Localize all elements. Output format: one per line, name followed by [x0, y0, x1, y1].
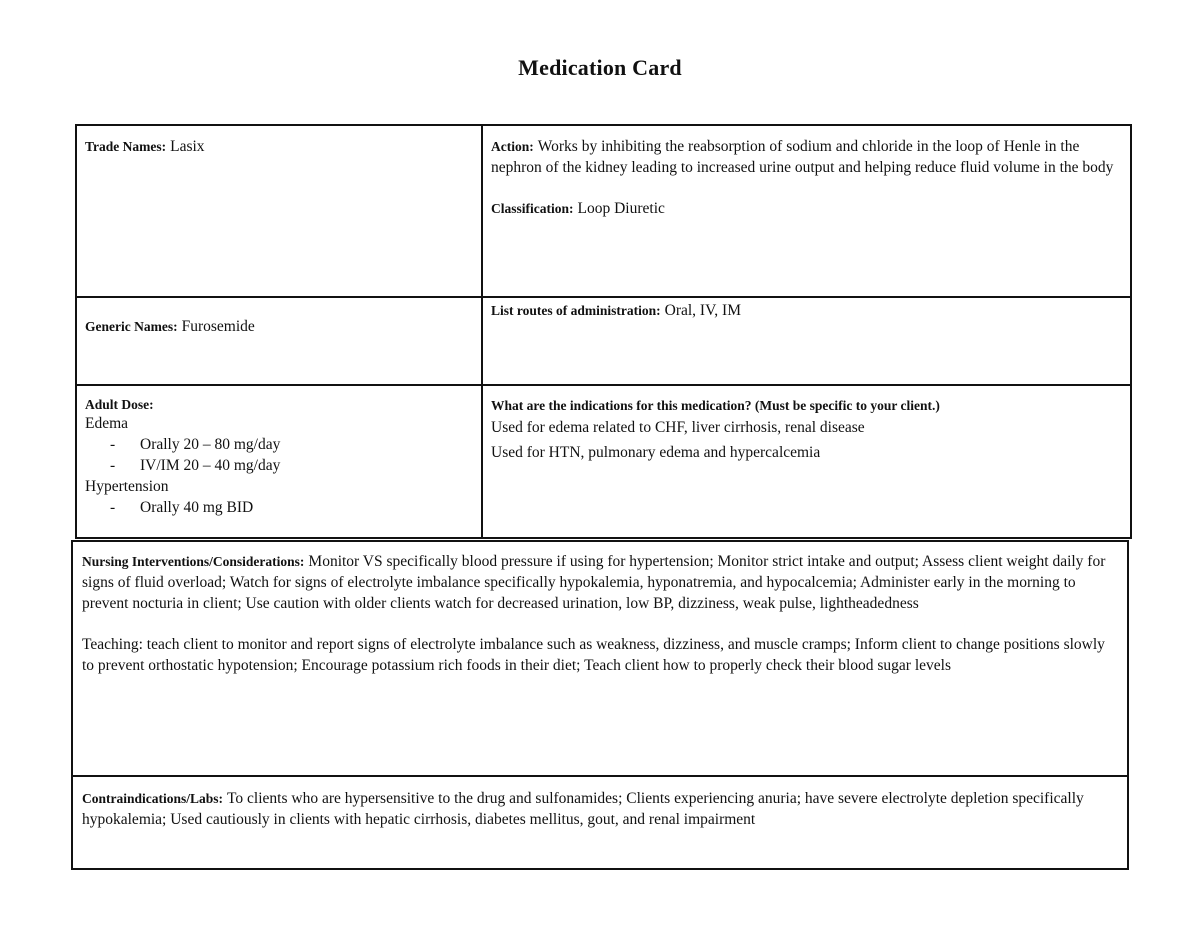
indications-label: What are the indications for this medication? (Must be specific to your client.) — [491, 398, 940, 413]
indication-line: Used for HTN, pulmonary edema and hypercalcemia — [491, 444, 821, 461]
action-cell — [483, 126, 1130, 296]
routes-label: List routes of administration: — [491, 303, 661, 318]
dose-group-hypertension: Hypertension — [85, 478, 169, 495]
nursing-label: Nursing Interventions/Considerations: — [82, 554, 305, 569]
dose-list-item: - Orally 40 mg BID — [110, 499, 254, 516]
dose-list-item: - Orally 20 – 80 mg/day — [110, 436, 281, 453]
generic-names-cell — [77, 298, 481, 384]
indications-cell — [483, 386, 1130, 537]
trade-names-value: Lasix — [170, 138, 205, 155]
dose-list-item: - IV/IM 20 – 40 mg/day — [110, 457, 281, 474]
adult-dose-cell — [77, 386, 481, 537]
teaching-value: Teaching: teach client to monitor and report signs of electrolyte imbalance such as weakness, dizziness, and muscle cramps; Inform client to change positions slowly to prevent orthostatic hypotension; Encourage potassium rich foods in their diet; Teach client how to properly check their blood sugar levels — [82, 636, 1105, 674]
contraindications-box — [71, 775, 1129, 870]
contraindications-value: To clients who are hypersensitive to the drug and sulfonamides; Clients experiencing anuria; have severe electrolyte depletion specifically hypokalemia; Used cautiously in clients with hepatic cirrhosis, diabetes mellitus, gout, and renal impairment — [82, 790, 1084, 828]
trade-names-label: Trade Names: — [85, 139, 167, 154]
medication-info-table — [75, 124, 1132, 539]
indication-line: Used for edema related to CHF, liver cirrhosis, renal disease — [491, 419, 865, 436]
dose-group-edema: Edema — [85, 415, 129, 432]
hypertension-dose-list — [85, 497, 473, 518]
generic-names-value: Furosemide — [181, 318, 255, 335]
page-title: Medication Card — [518, 55, 682, 80]
contraindications-label: Contraindications/Labs: — [82, 791, 224, 806]
action-value: Works by inhibiting the reabsorption of sodium and chloride in the loop of Henle in the nephron of the kidney leading to increased urine output and helping reduce fluid volume in the body — [491, 138, 1114, 176]
classification-label: Classification: — [491, 201, 574, 216]
routes-cell — [483, 298, 1130, 384]
generic-names-label: Generic Names: — [85, 319, 178, 334]
adult-dose-label: Adult Dose: — [85, 397, 154, 412]
routes-value: Oral, IV, IM — [664, 302, 741, 319]
nursing-interventions-box — [71, 540, 1129, 777]
trade-names-cell — [77, 126, 481, 296]
action-label: Action: — [491, 139, 534, 154]
classification-value: Loop Diuretic — [577, 200, 665, 217]
nursing-value: Monitor VS specifically blood pressure if using for hypertension; Monitor strict intake and output; Assess client weight daily for signs of fluid overload; Watch for signs of electrolyte imbalance specifically hypokalemia, hyponatremia, and hypocalcemia; Administer early in the morning to prevent nocturia in client; Use caution with older clients watch for decreased urination, low BP, dizziness, weak pulse, lightheadedness — [82, 553, 1106, 612]
edema-dose-list — [85, 434, 473, 476]
